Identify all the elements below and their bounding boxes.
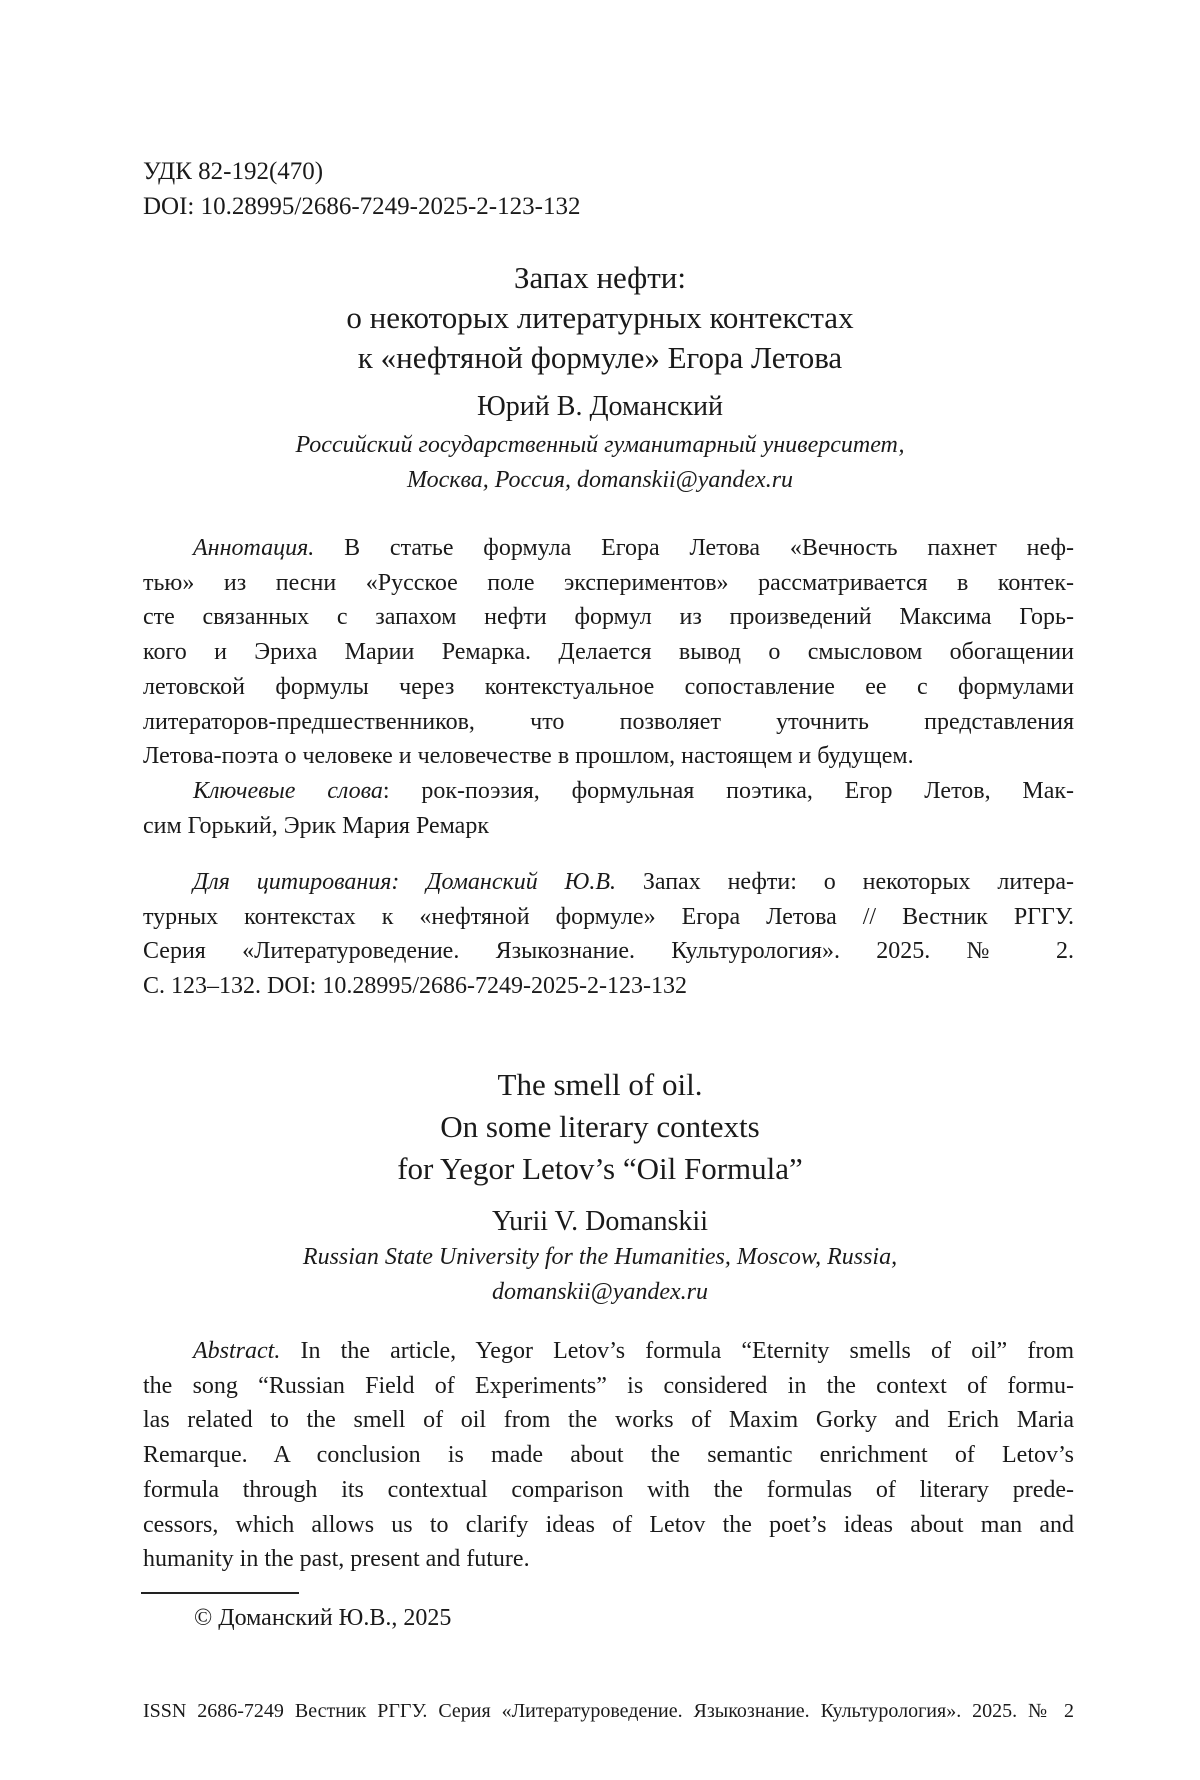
annotation-line: летовской формулы через контекстуальное сопоставление ее с формулами [143, 673, 1074, 700]
en-author: Yurii V. Domanskii [492, 1206, 708, 1237]
udk: УДК 82-192(470) [143, 158, 324, 185]
copyright: © Доманский Ю.В., 2025 [194, 1605, 452, 1631]
en-title-line: The smell of oil. [497, 1067, 703, 1102]
keywords-text: : рок-поэзия, формульная поэтика, Егор Летов, Мак- [382, 777, 1075, 804]
affiliation-line: Москва, Россия, domanskii@yandex.ru [406, 467, 794, 493]
affiliation-line: Российский государственный гуманитарный университет, [295, 432, 905, 458]
en-title-line: On some literary contexts [440, 1109, 760, 1144]
citation-line: С. 123–132. DOI: 10.28995/2686-7249-2025-2-123-132 [143, 973, 687, 1000]
annotation-line: литераторов-предшественников, что позволяет уточнить представления [143, 708, 1074, 735]
ru-affiliation [0, 428, 1200, 498]
abstract-line: Remarque. A conclusion is made about the semantic enrichment of Letov’s [143, 1442, 1074, 1469]
affiliation-line: Russian State University for the Humanities, Moscow, Russia, [302, 1244, 898, 1270]
abstract-line: las related to the smell of oil from the works of Maxim Gorky and Erich Maria [143, 1407, 1074, 1434]
abstract-line: the song “Russian Field of Experiments” is considered in the context of formu- [143, 1372, 1074, 1399]
abstract-label: Abstract. [193, 1338, 281, 1364]
annotation-label: Аннотация. [193, 535, 315, 561]
citation-text: Запах нефти: о некоторых литера- [616, 869, 1075, 895]
abstract-line [143, 1334, 1074, 1369]
annotation-line [143, 531, 1074, 566]
annotation-line: сте связанных с запахом нефти формул из произведений Максима Горь- [143, 604, 1074, 631]
ru-annotation [143, 531, 1074, 843]
citation-line: турных контекстах к «нефтяной формуле» Егора Летова // Вестник РГГУ. [143, 903, 1074, 930]
footnote-divider [141, 1592, 299, 1594]
citation-label: Для цитирования: Доманский Ю.В. [193, 869, 616, 895]
ru-title-line: о некоторых литературных контекстах [346, 300, 854, 335]
en-title [0, 1064, 1200, 1190]
ru-title-line: Запах нефти: [513, 260, 687, 295]
citation-line: Серия «Литературоведение. Языкознание. Культурология». 2025. № 2. [143, 938, 1074, 965]
ru-author: Юрий В. Доманский [477, 391, 723, 422]
page-footer: ISSN 2686-7249 Вестник РГГУ. Серия «Литературоведение. Языкознание. Культурология». 2025. № 2 [143, 1700, 1074, 1722]
citation [143, 865, 1074, 1004]
annotation-text: В статье формула Егора Летова «Вечность пахнет неф- [314, 535, 1074, 561]
en-abstract [143, 1334, 1074, 1577]
annotation-line: тью» из песни «Русское поле экспериментов» рассматривается в контек- [143, 569, 1074, 596]
keywords-label: Ключевые слова [193, 777, 383, 804]
abstract-line: humanity in the past, present and future. [143, 1546, 530, 1573]
annotation-line: Летова-поэта о человеке и человечестве в прошлом, настоящем и будущем. [143, 743, 914, 770]
ru-title [0, 258, 1200, 378]
doi: DOI: 10.28995/2686-7249-2025-2-123-132 [143, 193, 581, 220]
abstract-text: In the article, Yegor Letov’s formula “Eternity smells of oil” from [280, 1338, 1074, 1364]
abstract-line: cessors, which allows us to clarify ideas of Letov the poet’s ideas about man and [143, 1511, 1074, 1538]
ru-title-line: к «нефтяной формуле» Егора Летова [357, 340, 843, 375]
affiliation-line: domanskii@yandex.ru [491, 1279, 709, 1305]
en-title-line: for Yegor Letov’s “Oil Formula” [397, 1151, 803, 1186]
abstract-line: formula through its contextual comparison with the formulas of literary prede- [143, 1476, 1074, 1503]
annotation-line: кого и Эриха Марии Ремарка. Делается вывод о смысловом обогащении [143, 639, 1074, 666]
keywords-line: сим Горький, Эрик Мария Ремарк [143, 812, 489, 839]
citation-line [143, 865, 1074, 900]
keywords-line [143, 774, 1074, 809]
en-affiliation [0, 1240, 1200, 1310]
